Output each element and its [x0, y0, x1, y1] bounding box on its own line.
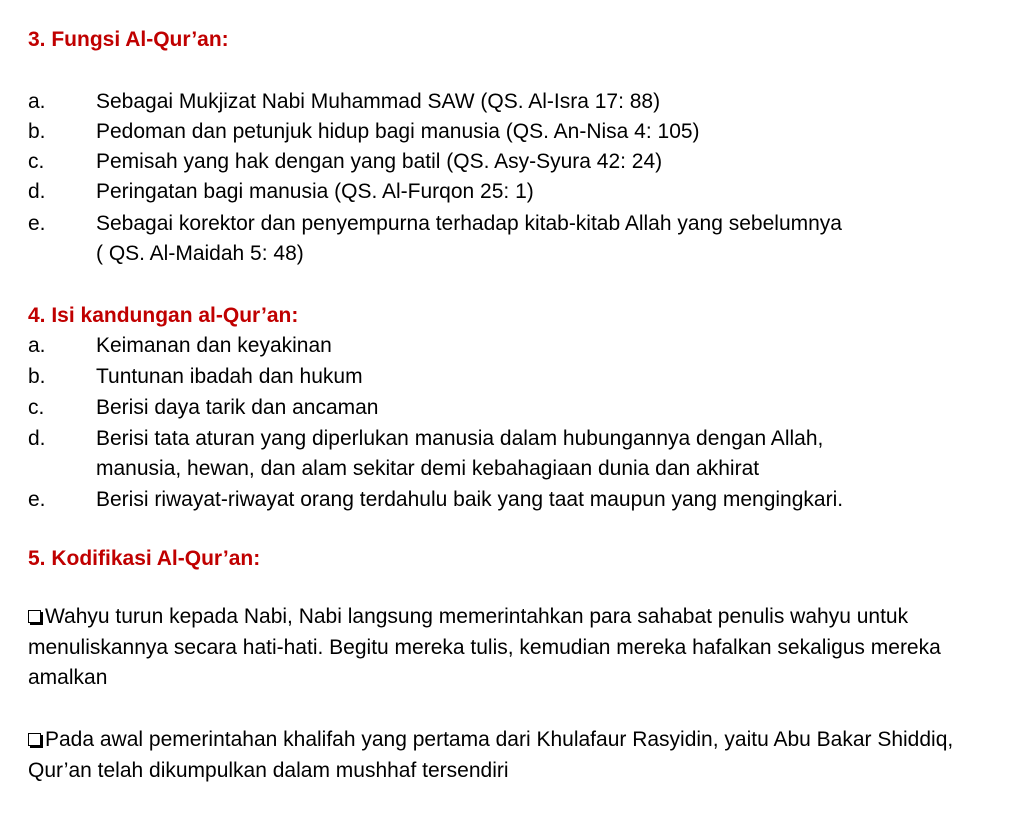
list-item-text: Pemisah yang hak dengan yang batil (QS. Asy-Syura 42: 24) — [96, 150, 663, 173]
list-item-text: Pedoman dan petunjuk hidup bagi manusia (QS. An-Nisa 4: 105) — [96, 120, 700, 143]
list-item-text: Berisi tata aturan yang diperlukan manusia dalam hubungannya dengan Allah, — [96, 427, 824, 450]
list-marker: e. — [28, 212, 46, 235]
list-marker: c. — [28, 396, 45, 419]
bullet-paragraph-text: Pada awal pemerintahan khalifah yang pertama dari Khulafaur Rasyidin, yaitu Abu Bakar Shiddiq, Qur’an telah dikumpulkan dalam mushhaf tersendiri — [28, 728, 954, 782]
bullet-paragraph-text: Wahyu turun kepada Nabi, Nabi langsung memerintahkan para sahabat penulis wahyu untuk menuliskannya secara hati-hati. Begitu mereka tulis, kemudian mereka hafalkan sekaligus mereka amalkan — [28, 605, 941, 689]
list-marker: c. — [28, 150, 45, 173]
list-marker: d. — [28, 180, 46, 203]
list-marker: b. — [28, 120, 46, 143]
list-marker: a. — [28, 334, 46, 357]
list-marker: e. — [28, 488, 46, 511]
list-item-continuation-text: ( QS. Al-Maidah 5: 48) — [96, 242, 304, 265]
bullet-paragraph — [28, 602, 1003, 694]
list-item-text: Keimanan dan keyakinan — [96, 334, 332, 357]
bullet-paragraph — [28, 725, 1003, 786]
list-marker: b. — [28, 365, 46, 388]
list-item-continuation-text: manusia, hewan, dan alam sekitar demi kebahagiaan dunia dan akhirat — [96, 457, 760, 480]
list-item-text: Sebagai Mukjizat Nabi Muhammad SAW (QS. Al-Isra 17: 88) — [96, 90, 661, 113]
list-item-text: Sebagai korektor dan penyempurna terhadap kitab-kitab Allah yang sebelumnya — [96, 212, 842, 235]
checkbox-bullet-icon — [28, 733, 41, 746]
section-4-heading: 4. Isi kandungan al-Qur’an: — [28, 304, 299, 327]
list-item-text: Peringatan bagi manusia (QS. Al-Furqon 25: 1) — [96, 180, 534, 203]
section-5-heading: 5. Kodifikasi Al-Qur’an: — [28, 547, 261, 570]
list-item-text: Tuntunan ibadah dan hukum — [96, 365, 363, 388]
list-marker: d. — [28, 427, 46, 450]
list-item-text: Berisi riwayat-riwayat orang terdahulu baik yang taat maupun yang mengingkari. — [96, 488, 844, 511]
list-marker: a. — [28, 90, 46, 113]
checkbox-bullet-icon — [28, 610, 41, 623]
section-3-heading: 3. Fungsi Al-Qur’an: — [28, 28, 229, 51]
list-item-text: Berisi daya tarik dan ancaman — [96, 396, 379, 419]
